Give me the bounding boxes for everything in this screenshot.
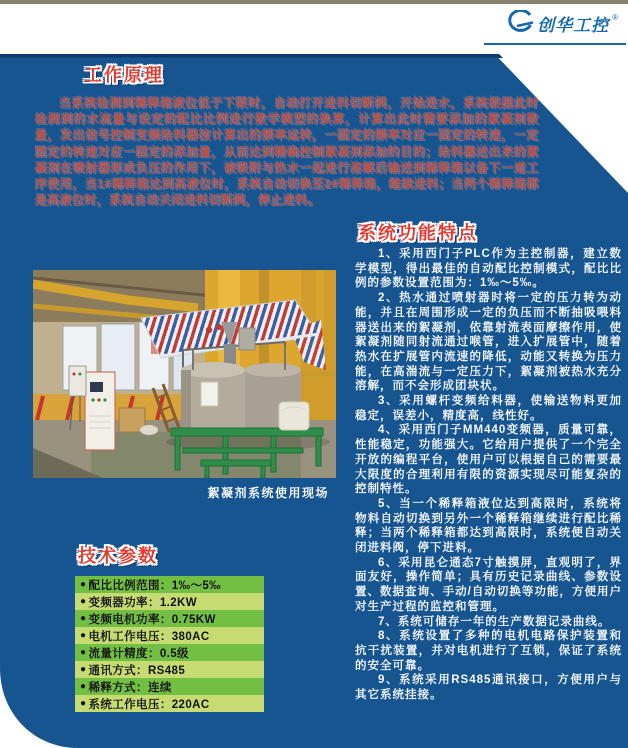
tech-param-row (75, 678, 264, 695)
bullet-icon: ● (80, 663, 87, 675)
tech-param-row (75, 593, 264, 610)
top-border-strip (0, 0, 628, 4)
bullet-icon: ● (80, 646, 87, 658)
tech-param-text: 电机工作电压：380AC (88, 630, 210, 643)
logo-text: 创华工控 (537, 15, 610, 35)
section-title-features: 系统功能特点 (358, 223, 478, 243)
feature-item: 7、系统可储存一年的生产数据记录曲线。 (378, 615, 611, 628)
bullet-icon: ● (80, 595, 87, 607)
feature-item: 2、热水通过喷射器时将一定的压力转为动能，并且在周围形成一定的负压而不断抽吸喂料器送出来的絮凝剂，依靠射流表面摩擦作用，使絮凝剂随同射流通过喉管，进入扩展管中，随着热水在扩展管内流速的降低，动能又转换为压力能，在高湍流与一定压力下，絮凝剂被热水充分溶解，而不会形成团块状。 (355, 292, 622, 393)
bullet-icon: ● (80, 629, 87, 641)
feature-item: 6、采用昆仑通态7寸触摸屏，直观明了，界面友好，操作简单；具有历史记录曲线、参数设置、数据查询、手动/自动切换等功能，方便用户对生产过程的监控和管理。 (355, 556, 622, 613)
tech-param-row (75, 576, 264, 593)
logo-underline (484, 43, 626, 45)
section-title-working-principle: 工作原理 (84, 65, 164, 85)
section-title-tech-params: 技术参数 (78, 546, 158, 566)
tech-param-text: 配比比例范围：1‰～5‰ (88, 579, 222, 592)
site-photo (33, 270, 336, 478)
feature-item: 5、当一个稀释箱液位达到高限时，系统将物料自动切换到另外一个稀释箱继续进行配比稀释；当两个稀释箱都达到高限时，系统便自动关闭进料阀，停下进料。 (355, 497, 622, 555)
tech-param-text: 流量计精度：0.5级 (88, 647, 189, 660)
registered-trademark: ® (612, 12, 618, 22)
feature-item: 8、系统设置了多种的电机电路保护装置和抗干扰装置，并对电机进行了互锁，保证了系统的安全可靠。 (355, 630, 622, 672)
features-list (355, 247, 622, 745)
tech-param-row (75, 627, 264, 644)
tech-param-text: 系统工作电压：220AC (88, 698, 210, 711)
tech-param-text: 通讯方式：RS485 (88, 664, 186, 677)
tech-param-row (75, 695, 264, 712)
tech-param-text: 变频器功率：1.2KW (88, 596, 197, 609)
tech-params-table (75, 576, 264, 712)
bullet-icon: ● (80, 680, 87, 692)
working-principle-text: 当系统检测到稀释箱液位低于下限时，自动打开进料切断阀，开始进水，系统根据此时检测到的水流量与设定的配比比例进行数学模型的换算，计算出此时需要添加的絮凝剂数量，发出信号控制变频给料器按计算出的频率运转，一固定的频率对应一固定的转速，一定固定的转速对应一固定的添加量，从而达到精确控制絮凝剂添加的目的；给料器送出来的絮凝剂在喷射器形成负压的作用下，被吸附与热水一起进行溶解后输送到稀释箱以备下一道工序使用，当1#稀释箱达到高液位时，系统自动切换至2#稀释箱，继续进料；当两个稀释箱都是高液位时，系统自动关闭进料切断阀，停止进料。 (35, 96, 539, 208)
photo-caption: 絮凝剂系统使用现场 (207, 486, 329, 500)
site-photo-illustration (33, 270, 336, 478)
feature-item: 3、采用螺杆变频给料器，使输送物料更加稳定，误差小，精度高，线性好。 (355, 395, 622, 422)
bullet-icon: ● (80, 612, 87, 624)
bullet-icon: ● (80, 578, 87, 590)
tech-param-row (75, 661, 264, 678)
company-logo (508, 10, 618, 36)
feature-item: 1、采用西门子PLC作为主控制器，建立数学模型，得出最佳的自动配比控制模式，配比比例的参数设置范围为：1‰～5‰。 (355, 248, 622, 290)
tech-param-text: 变频电机功率：0.75KW (88, 613, 216, 626)
tech-param-row (75, 644, 264, 661)
tech-param-row (75, 610, 264, 627)
tech-param-text: 稀释方式：连续 (88, 681, 172, 694)
logo-swoosh-icon (508, 10, 534, 36)
feature-item: 9、系统采用RS485通讯接口，方便用户与其它系统挂接。 (355, 674, 622, 702)
bullet-icon: ● (80, 697, 87, 709)
feature-item: 4、采用西门子MM440变频器，质量可靠，性能稳定，功能强大。它给用户提供了一个完全开放的编程平台，使用户可以根据自己的需要最大限度的合理利用有限的资源实现尽可能复杂的控制特性。 (355, 424, 622, 496)
